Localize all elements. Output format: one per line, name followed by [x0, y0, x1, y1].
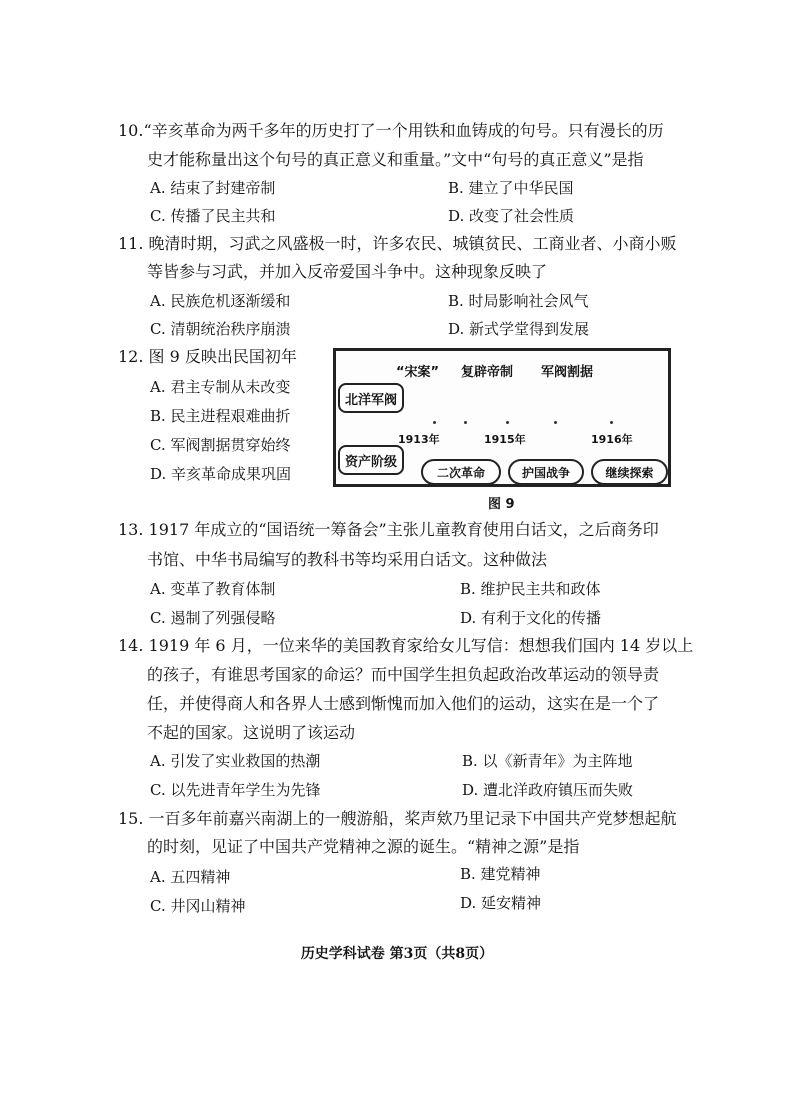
q12-option-c: C. 军阀割据贯穿始终 — [150, 436, 291, 454]
q15-option-c: C. 井冈山精神 — [150, 897, 246, 915]
fig-box-bourgeoisie: 资产阶级 — [338, 445, 404, 475]
fig-event-national-protection-war: 护国战争 — [508, 459, 584, 485]
q10-option-a: A. 结束了封建帝制 — [150, 179, 276, 197]
q11-option-c: C. 清朝统治秩序崩溃 — [150, 320, 291, 338]
q13-option-c: C. 遏制了列强侵略 — [150, 609, 276, 627]
fig-event-second-revolution: 二次革命 — [421, 459, 501, 485]
q14-option-a: A. 引发了实业救国的热潮 — [150, 752, 321, 770]
q13-stem-line-1: 13. 1917 年成立的“国语统一筹备会”主张儿童教育使用白话文，之后商务印 — [118, 520, 659, 539]
timeline-dot-b — [554, 421, 557, 424]
q15-stem-line-2: 的时刻，见证了中国共产党精神之源的诞生。“精神之源”是指 — [147, 837, 580, 856]
q15-option-b: B. 建党精神 — [460, 865, 541, 883]
figure-9 — [333, 348, 671, 487]
q12-option-a: A. 君主专制从未改变 — [150, 378, 291, 396]
q10-option-d: D. 改变了社会性质 — [448, 207, 575, 225]
fig-box-beiyang-warlords: 北洋军阀 — [338, 383, 404, 413]
q11-stem-line-2: 等皆参与习武，并加入反帝爱国斗争中。这种现象反映了 — [147, 262, 548, 281]
q13-stem-line-2: 书馆、中华书局编写的教科书等均采用白话文。这种做法 — [147, 550, 548, 569]
figure-9-caption: 图 9 — [488, 497, 515, 512]
q14-stem-line-1: 14. 1919 年 6 月，一位来华的美国教育家给女儿写信：想想我们国内 14 岁以上 — [118, 636, 694, 655]
q14-option-c: C. 以先进青年学生为先锋 — [150, 781, 321, 799]
page-footer: 历史学科试卷 第3页（共8页） — [300, 946, 494, 962]
q15-option-a: A. 五四精神 — [150, 868, 231, 886]
q11-option-a: A. 民族危机逐渐缓和 — [150, 292, 291, 310]
q14-stem-line-2: 的孩子，有谁思考国家的命运？而中国学生担负起政治改革运动的领导责 — [147, 665, 660, 684]
q12-option-d: D. 辛亥革命成果巩固 — [150, 465, 292, 483]
timeline-dot-1913 — [433, 421, 436, 424]
q12-option-b: B. 民主进程艰难曲折 — [150, 407, 291, 425]
q14-stem-line-4: 不起的国家。这说明了该运动 — [147, 723, 356, 742]
q11-option-d: D. 新式学堂得到发展 — [448, 320, 590, 338]
timeline-dot-a — [464, 421, 467, 424]
q15-option-d: D. 延安精神 — [460, 894, 542, 912]
fig-year-1916: 1916年 — [591, 433, 633, 446]
q11-option-b: B. 时局影响社会风气 — [448, 292, 589, 310]
fig-label-song-case: “宋案” — [396, 365, 440, 380]
q10-stem-line-2: 史才能称量出这个句号的真正意义和重量。”文中“句号的真正意义”是指 — [147, 150, 644, 169]
q10-stem-line-1: 10.“辛亥革命为两千多年的历史打了一个用铁和血铸成的句号。只有漫长的历 — [118, 121, 664, 140]
fig-year-1913: 1913年 — [398, 433, 440, 446]
q11-stem-line-1: 11. 晚清时期，习武之风盛极一时，许多农民、城镇贫民、工商业者、小商小贩 — [118, 234, 677, 253]
timeline-dot-1916 — [610, 421, 613, 424]
q10-option-b: B. 建立了中华民国 — [448, 179, 574, 197]
q13-option-a: A. 变革了教育体制 — [150, 580, 276, 598]
q10-option-c: C. 传播了民主共和 — [150, 207, 276, 225]
q14-stem-line-3: 任，并使得商人和各界人士感到惭愧而加入他们的运动，这实在是一个了 — [147, 694, 660, 713]
q13-option-d: D. 有利于文化的传播 — [460, 609, 602, 627]
q13-option-b: B. 维护民主共和政体 — [460, 580, 601, 598]
fig-label-warlord-separatism: 军阀割据 — [541, 365, 594, 380]
fig-year-1915: 1915年 — [484, 433, 526, 446]
fig-label-restore-monarchy: 复辟帝制 — [461, 365, 514, 380]
fig-event-continue-exploring: 继续探索 — [591, 459, 668, 485]
q12-stem: 12. 图 9 反映出民国初年 — [118, 347, 297, 366]
q14-option-b: B. 以《新青年》为主阵地 — [462, 752, 633, 770]
q14-option-d: D. 遭北洋政府镇压而失败 — [462, 781, 634, 799]
timeline-dot-1915 — [506, 421, 509, 424]
q15-stem-line-1: 15. 一百多年前嘉兴南湖上的一艘游船，桨声欸乃里记录下中国共产党梦想起航 — [118, 809, 677, 828]
